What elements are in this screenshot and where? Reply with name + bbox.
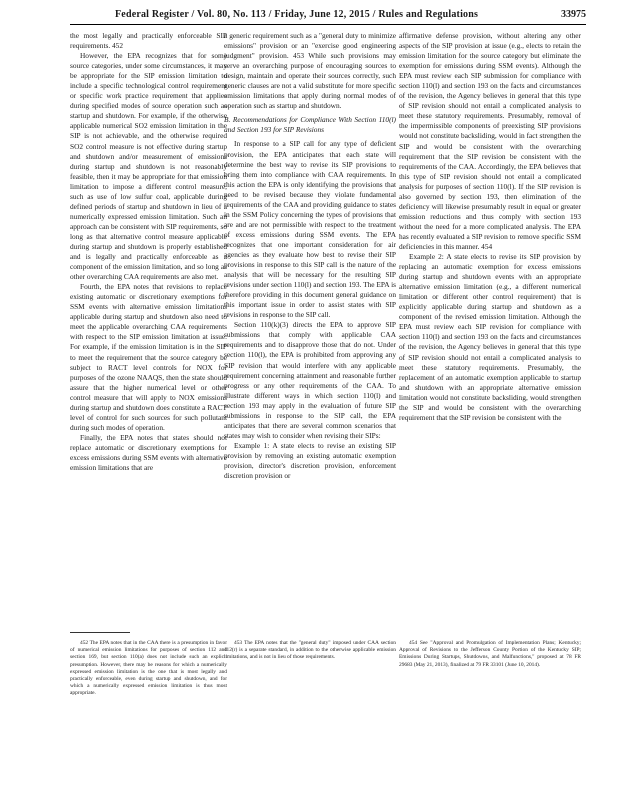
footnote-454 <box>399 640 581 669</box>
footnote-453 <box>224 640 396 662</box>
paragraph: However, the EPA recognizes that for some source categories, under some circumstances, it may be appropriate for the SIP emission limitation to include a specific technological control requirement or specific work practice requirement that applies during specified modes of source operation such as startup and shutdown. For example, if the otherwise applicable numerical SO2 emission limitation in the SIP is not achievable, and the otherwise required SO2 control measure is not effective during startup and shutdown and/or measurement of emissions during startup and shutdown is not reasonably feasible, then it may be appropriate for that emission limitation to impose a different control measure, such as use of low sulfur coal, applicable during defined periods of startup and shutdown in lieu of a numerically expressed emission limitation. Such an approach can be consistent with SIP requirements, so long as that alternative control measure applicable during startup and shutdown is properly established and is legally and practically enforceable as a component of the emission limitation, and so long as other overarching CAA requirements are also met. <box>70 51 227 282</box>
paragraph: Section 110(k)(3) directs the EPA to approve SIP submissions that comply with applicable CAA requirements and to disapprove those that do not. Under section 110(l), the EPA is prohibited from approving any SIP revision that would interfere with any applicable requirement concerning attainment and reasonable further progress or any other requirements of the CAA. To illustrate different ways in which section 110(l) and section 193 may apply in the evaluation of future SIP submissions in response to the SIP call, the EPA anticipates that there are several common scenarios that states may wish to consider when revising their SIPs: <box>224 320 396 440</box>
footnote-text: 453 The EPA notes that the "general duty" imposed under CAA section 112(r) is a separate standard, in addition to the otherwise applicable emission limitations, and is not in lieu of those requirements. <box>224 640 396 661</box>
header-rule <box>70 24 586 25</box>
footnote-text: 452 The EPA notes that in the CAA there is a presumption in favor of numerical emission limitations for purposes of section 112 and section 169, but section 110(a) does not include such an explicit presumption. However, there may be reasons for which a numerically expressed emission limitation is the one that is most legally and practically enforceable, even during startup and shutdown, and for which a numerically expressed emission limitation is thus most appropriate. <box>70 640 227 697</box>
paragraph: In response to a SIP call for any type of deficient provision, the EPA anticipates that each state will determine the best way to revise its SIP provisions to bring them into compliance with CAA requirements. In this action the EPA is only identifying the provisions that need to be revised because they violate fundamental requirements of the CAA and providing guidance to states in the SSM Policy concerning the types of provisions that are and are not permissible with respect to the treatment of excess emissions during SSM events. The EPA recognizes that one important consideration for air agencies as they evaluate how best to revise their SIP provisions in response to this SIP call is the nature of the analysis that will be necessary for the resulting SIP revisions under section 110(l) and section 193. The EPA is therefore providing in this document general guidance on this important issue in order to assist states with SIP revisions in response to the SIP call. <box>224 139 396 320</box>
footnote-452 <box>70 640 227 698</box>
page-header <box>78 9 586 23</box>
footnote-rule <box>70 632 130 633</box>
paragraph: the most legally and practically enforceable SIP requirements. 452 <box>70 31 227 51</box>
paragraph: Example 2: A state elects to revise its SIP provision by replacing an automatic exemption for excess emissions during startup and shutdown events with an appropriate alternative emission limitation (e.g., a different numerical limitation or different other control requirement) that is explicitly applicable during startup and shutdown as a component of the revised emission limitation. Although the EPA must review each SIP revision for compliance with section 110(l) and section 193 on the facts and circumstances of the revision, the Agency believes in general that this type of SIP revision should not entail a complicated analysis to meet these statutory requirements. Presumably, the replacement of an automatic exemption applicable to startup and shutdown with an appropriate alternative emission limitation would not constitute backsliding, would strengthen the SIP and would be consistent with the overarching requirement that the SIP revision be consistent with the <box>399 252 581 422</box>
section-heading: B. Recommendations for Compliance With Section 110(l) and Section 193 for SIP Revisions <box>224 115 396 135</box>
paragraph: affirmative defense provision, without altering any other aspects of the SIP provision at issue (e.g., elects to retain the emission limitation for the source category but eliminate the exemption for emissions during SSM events). Although the EPA must review each SIP submission for compliance with section 110(l) and section 193 on the facts and circumstances of the revision, the Agency believes in general that this type of SIP revision should not entail a complicated analysis to meet these statutory requirements. Presumably, removal of the impermissible components of preexisting SIP provisions would not constitute backsliding, would in fact strengthen the SIP and would be consistent with the overarching requirement that the SIP revision be consistent with the requirements of the CAA. Accordingly, the EPA believes that this type of SIP revision should not entail a complicated analysis for purposes of section 110(l). If the SIP revision is also governed by section 193, then elimination of the deficiency will likewise presumably result in equal or greater emission reductions and thus comply with section 193 without the need for a more complicated analysis. The EPA has recently evaluated a SIP revision to remove specific SSM deficiencies in this manner. 454 <box>399 31 581 251</box>
paragraph: Finally, the EPA notes that states should not replace automatic or discretionary exemptions for excess emissions during SSM events with alternative emission limitations that are <box>70 432 227 473</box>
publication-line: Federal Register / Vol. 80, No. 113 / Friday, June 12, 2015 / Rules and Regulations <box>115 9 479 20</box>
column-1 <box>70 31 227 473</box>
paragraph: Example 1: A state elects to revise an existing SIP provision by removing an existing automatic exemption provision, director's discretion provision, enforcement discretion provision or <box>224 440 396 481</box>
paragraph: a generic requirement such as a "general duty to minimize emissions" provision or an "exercise good engineering judgment" provision. 453 While such provisions may serve an overarching purpose of encouraging sources to design, maintain and operate their sources correctly, such generic clauses are not a valid substitute for more specific emission limitations that apply during normal modes of operation such as startup and shutdown. <box>224 31 396 111</box>
column-2 <box>224 31 396 481</box>
footnote-text: 454 See "Approval and Promulgation of Implementation Plans; Kentucky; Approval of Revisions to the Jefferson County Portion of the Kentucky SIP; Emissions During Startups, Shutdowns, and Malfunctions," proposed at 78 FR 29683 (May 21, 2013), finalized at 79 FR 33101 (June 10, 2014). <box>399 640 581 668</box>
paragraph: Fourth, the EPA notes that revisions to replace existing automatic or discretionary exemptions for SSM events with alternative emission limitations applicable during startup and shutdown also need to meet the applicable overarching CAA requirements with respect to the SIP emission limitation at issue. For example, if the emission limitation is in the SIP to meet the requirement that the source category be subject to RACT level controls for NOX for purposes of the ozone NAAQS, then the state should assure that the higher numerical level or other control measure that will apply to NOX emissions during startup and shutdown does constitute a RACT level of control for such sources for such pollutant during such modes of operation. <box>70 282 227 432</box>
page-number: 33975 <box>561 9 586 20</box>
column-3 <box>399 31 581 423</box>
